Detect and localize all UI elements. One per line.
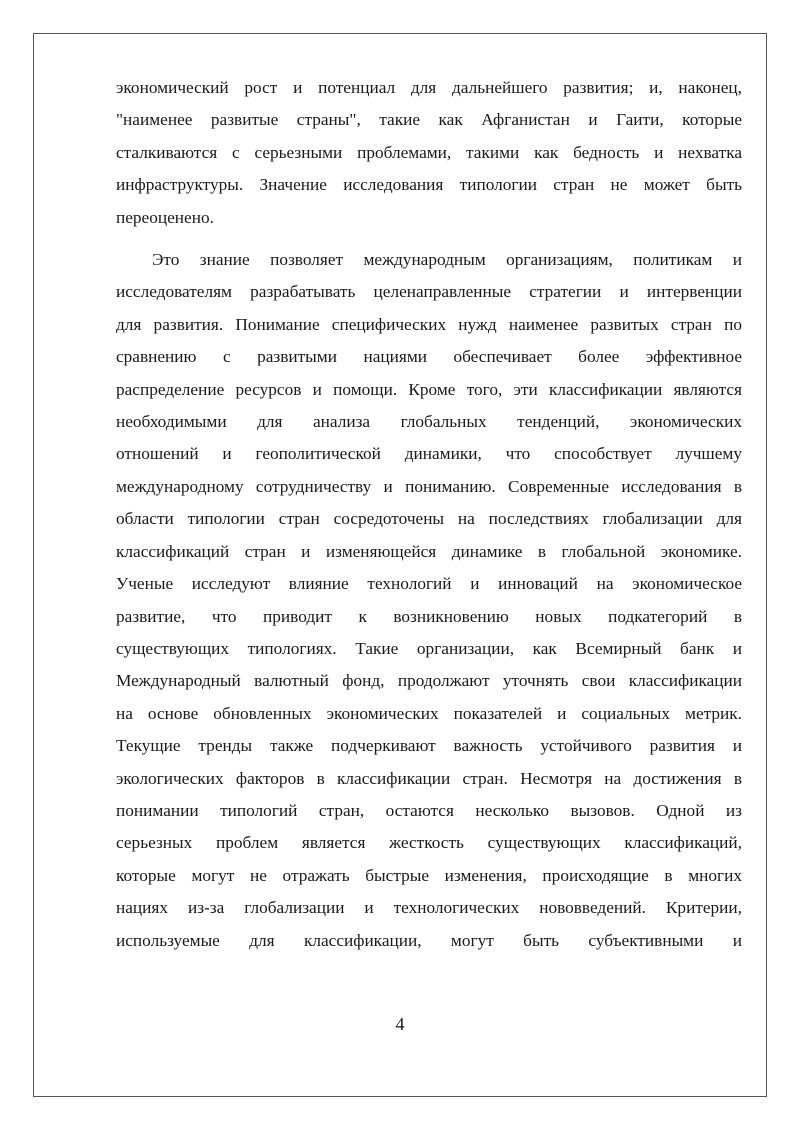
text-line: на основе обновленных экономических показателей и социальных метрик. [116,703,742,723]
text-line: которые могут не отражать быстрые изменения, происходящие в многих [116,865,742,885]
text-line: серьезных проблем является жесткость существующих классификаций, [116,833,742,853]
text-line: Международный валютный фонд, продолжают уточнять свои классификации [116,671,742,691]
text-line: инфраструктуры. Значение исследования типологии стран не может быть [116,175,742,195]
page-number: 4 [395,1014,405,1034]
text-line: Ученые исследуют влияние технологий и инноваций на экономическое [116,574,742,594]
text-line: для развития. Понимание специфических нужд наименее развитых стран по [116,314,742,334]
text-line: международному сотрудничеству и пониманию. Современные исследования в [116,476,742,496]
document-body [116,72,742,957]
text-line: исследователям разрабатывать целенаправленные стратегии и интервенции [116,282,742,302]
text-line: экологических факторов в классификации стран. Несмотря на достижения в [116,768,742,788]
text-line: Это знание позволяет международным организациям, политикам и [152,250,742,270]
text-line: отношений и геополитической динамики, что способствует лучшему [116,444,742,464]
text-line: существующих типологиях. Такие организации, как Всемирный банк и [116,638,742,658]
text-line: нациях из-за глобализации и технологических нововведений. Критерии, [116,898,742,918]
text-line: сталкиваются с серьезными проблемами, такими как бедность и нехватка [116,142,742,162]
text-line: необходимыми для анализа глобальных тенденций, экономических [116,412,742,432]
text-line: переоценено. [116,207,214,227]
text-line: понимании типологий стран, остаются несколько вызовов. Одной из [116,800,742,820]
text-line: Текущие тренды также подчеркивают важность устойчивого развития и [116,736,742,756]
text-line: развитие, что приводит к возникновению новых подкатегорий в [116,606,742,626]
text-line: сравнению с развитыми нациями обеспечивает более эффективное [116,347,742,367]
paragraph-1 [116,72,742,234]
text-line: распределение ресурсов и помощи. Кроме того, эти классификации являются [116,379,742,399]
text-line: классификаций стран и изменяющейся динамике в глобальной экономике. [116,541,742,561]
text-line: экономический рост и потенциал для дальнейшего развития; и, наконец, [116,78,742,97]
text-line: используемые для классификации, могут быть субъективными и [116,930,742,950]
paragraph-2 [116,244,742,957]
text-line: области типологии стран сосредоточены на последствиях глобализации для [116,509,742,529]
text-line: "наименее развитые страны", такие как Афганистан и Гаити, которые [116,110,742,130]
